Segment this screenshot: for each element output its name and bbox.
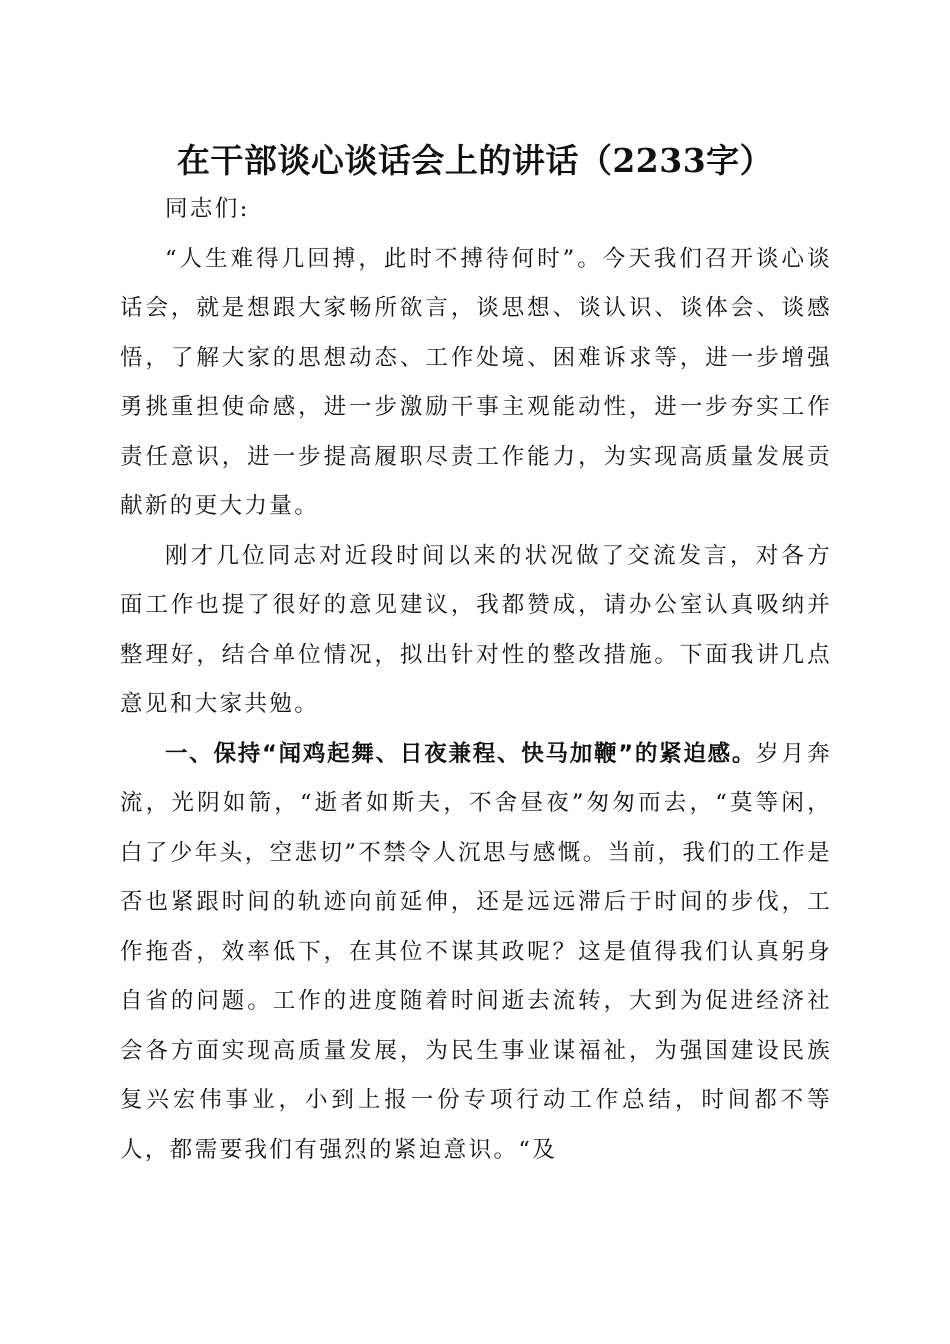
document-body: [120, 185, 832, 1175]
section-1-paragraph: [120, 730, 832, 1176]
salutation: 同志们:: [165, 196, 250, 222]
document-title: 在干部谈心谈话会上的讲话（2233字）: [176, 141, 774, 180]
paragraph-1: “人生难得几回搏，此时不搏待何时”。今天我们召开谈心谈话会，就是想跟大家畅所欲言，谈思想、谈认识、谈体会、谈感悟，了解大家的思想动态、工作处境、困难诉求等，进一步增强勇挑重担使命感，进一步激励干事主观能动性，进一步夯实工作责任意识，进一步提高履职尽责工作能力，为实现高质量发展贡献新的更大力量。: [120, 245, 832, 519]
section-1-heading: 一、保持“闻鸡起舞、日夜兼程、快马加鞭”的紧迫感。: [165, 740, 757, 767]
paragraph-2: 刚才几位同志对近段时间以来的状况做了交流发言，对各方面工作也提了很好的意见建议，我都赞成，请办公室认真吸纳并整理好，结合单位情况，拟出针对性的整改措施。下面我讲几点意见和大家共勉。: [120, 542, 832, 717]
section-1-text: 岁月奔流，光阴如箭，“逝者如斯夫，不舍昼夜”匆匆而去，“莫等闲，白了少年头，空悲切”不禁令人沉思与感慨。当前，我们的工作是否也紧跟时间的轨迹向前延伸，还是远远滞后于时间的步伐，工作拖沓，效率低下，在其位不谋其政呢？这是值得我们认真躬身自省的问题。工作的进度随着时间逝去流转，大到为促进经济社会各方面实现高质量发展，为民生事业谋福祉，为强国建设民族复兴宏伟事业，小到上报一份专项行动工作总结，时间都不等人，都需要我们有强烈的紧迫意识。“及: [120, 740, 832, 1163]
